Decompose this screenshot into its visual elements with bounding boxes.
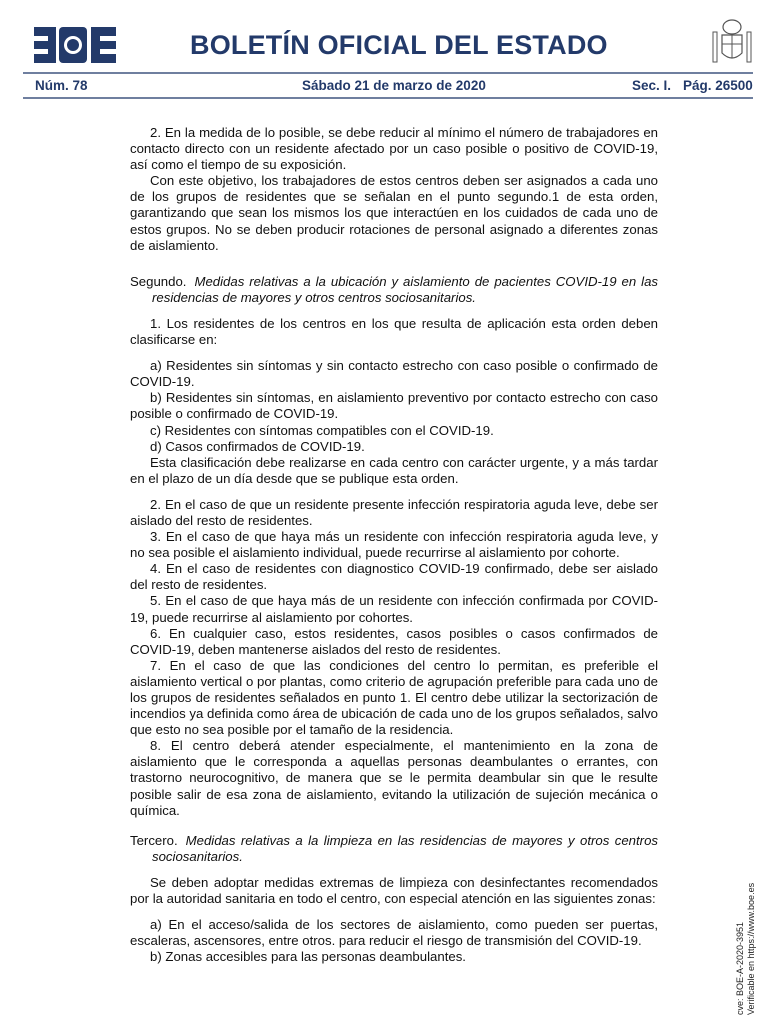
heading-label: Tercero.: [130, 832, 178, 848]
section: Sec. I.: [632, 78, 672, 93]
paragraph: 6. En cualquier caso, estos residentes, casos posibles o casos confirmados de COVID-19, deben mantenerse aislados del resto de residentes.: [130, 625, 658, 657]
heading-text: Medidas relativas a la ubicación y aislamiento de pacientes COVID-19 en las residencias de mayores y otros centros sociosanitarios.: [152, 273, 658, 305]
issue-date: Sábado 21 de marzo de 2020: [302, 78, 486, 93]
paragraph: Esta clasificación debe realizarse en cada centro con carácter urgente, y a más tardar en el plazo de un día desde que se publique esta orden.: [130, 454, 658, 486]
cve-code: cve: BOE-A-2020-3951: [735, 921, 745, 1015]
paragraph: 1. Los residentes de los centros en los que resulta de aplicación esta orden deben clasificarse en:: [130, 315, 658, 348]
page-number: Pág. 26500: [683, 78, 753, 93]
heading-text: Medidas relativas a la limpieza en las residencias de mayores y otros centros sociosanitarios.: [152, 832, 658, 864]
coat-of-arms-icon: [710, 18, 754, 66]
page-title: BOLETÍN OFICIAL DEL ESTADO: [190, 30, 608, 60]
paragraph: 2. En la medida de lo posible, se debe reducir al mínimo el número de trabajadores en contacto directo con un residente afectado por un caso posible o positivo de COVID-19, así como el tiempo de su exposición.: [130, 125, 658, 173]
section-heading-tercero: [130, 833, 658, 865]
list-item: c) Residentes con síntomas compatibles con el COVID-19.: [150, 422, 494, 438]
header-rule-top: [23, 72, 753, 74]
list-item: a) En el acceso/salida de los sectores de aislamiento, como pueden ser puertas, escaleras, ascensores, entre otros. para reducir el riesgo de transmisión del COVID-19.: [130, 917, 658, 949]
paragraph: Se deben adoptar medidas extremas de limpieza con desinfectantes recomendados por la autoridad sanitaria en todo el centro, con especial atención en las siguientes zonas:: [130, 874, 658, 907]
paragraph: Con este objetivo, los trabajadores de estos centros deben ser asignados a cada uno de los grupos de residentes que se señalan en el punto segundo.1 de esta orden, garantizando que sean los mismos los que interactúen en los cuidados de cada uno de estos grupos. No se deben producir rotaciones de personal asignado a diferentes zonas de aislamiento.: [130, 173, 658, 253]
boe-logo: [34, 27, 116, 63]
document-body: [130, 125, 658, 965]
verification-note: [735, 883, 757, 1015]
paragraph: 4. En el caso de residentes con diagnostico COVID-19 confirmado, debe ser aislado del resto de residentes.: [130, 561, 658, 593]
paragraph: 2. En el caso de que un residente presente infección respiratoria aguda leve, debe ser aislado del resto de residentes.: [130, 496, 658, 528]
list-item: b) Zonas accesibles para las personas deambulantes.: [150, 949, 466, 965]
list-item: d) Casos confirmados de COVID-19.: [150, 438, 365, 454]
paragraph: 8. El centro deberá atender especialmente, el mantenimiento en la zona de aislamiento que le corresponda a aquellas personas deambulantes o errantes, con trastorno neurocognitivo, de manera que se le permita deambular sin que le resulte posible salir de esa zona de aislamiento, evitando la utilización de sujeción mecánica o química.: [130, 738, 658, 818]
list-item: a) Residentes sin síntomas y sin contacto estrecho con caso posible o confirmado de COVID-19.: [130, 358, 658, 390]
heading-label: Segundo.: [130, 273, 187, 289]
section-heading-segundo: [130, 274, 658, 306]
verification-link[interactable]: Verificable en https://www.boe.es: [746, 882, 756, 1015]
paragraph: 3. En el caso de que haya más un residente con infección respiratoria aguda leve, y no sea posible el aislamiento individual, puede recurrirse al aislamiento por cohorte.: [130, 529, 658, 561]
paragraph: 5. En el caso de que haya más de un residente con infección confirmada por COVID-19, puede recurrirse al aislamiento por cohortes.: [130, 593, 658, 625]
issue-number: Núm. 78: [35, 78, 88, 93]
paragraph: 7. En el caso de que las condiciones del centro lo permitan, es preferible el aislamiento vertical o por plantas, como criterio de agrupación preferible para cada uno de los grupos de residentes señalados en punto 1. El centro debe utilizar la sectorización de incendios ya definida como área de ubicación de cada uno de los grupos señalados, salvo que esto no sea posible por el tamaño de la residencia.: [130, 657, 658, 738]
header-rule-bottom: [23, 97, 753, 99]
list-item: b) Residentes sin síntomas, en aislamiento preventivo por contacto estrecho con caso posible o confirmado de COVID-19.: [130, 390, 658, 422]
